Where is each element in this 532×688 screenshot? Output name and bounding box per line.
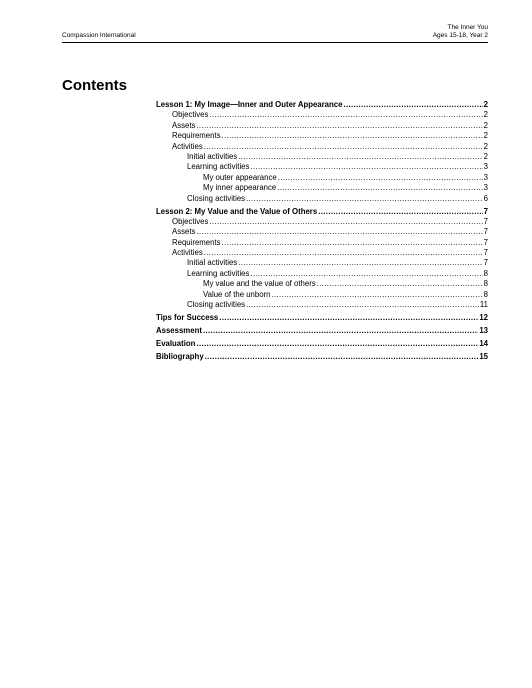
toc-entry[interactable] [156,326,488,336]
toc-entry[interactable] [156,142,488,152]
header-course-title: The Inner You [447,24,488,31]
toc-entry-page: 8 [483,268,488,278]
toc-dot-leader [238,152,482,162]
toc-entry[interactable] [156,339,488,349]
toc-entry-label: Activities [172,141,203,151]
toc-entry-label: Activities [172,248,203,258]
toc-entry[interactable] [156,279,488,289]
toc-entry-page: 7 [483,248,488,258]
header-course-info [433,24,488,40]
toc-entry-page: 3 [483,172,488,182]
header-organization: Compassion International [62,32,136,39]
toc-entry[interactable] [156,258,488,268]
toc-entry-label: Learning activities [187,268,250,278]
toc-dot-leader [222,238,483,248]
toc-dot-leader [209,217,482,227]
toc-entry[interactable] [156,131,488,141]
toc-entry-page: 7 [483,237,488,247]
toc-entry-page: 2 [483,151,488,161]
toc-dot-leader [204,142,483,152]
toc-entry-page: 13 [479,325,488,335]
header-course-subtitle: Ages 15-18, Year 2 [432,32,488,39]
toc-dot-leader [219,313,478,323]
toc-dot-leader [277,183,482,193]
toc-entry-label: Evaluation [156,338,196,348]
toc-dot-leader [205,352,479,362]
toc-entry-page: 14 [479,338,488,348]
toc-entry-label: Closing activities [187,193,246,203]
toc-entry-label: Bibliography [156,351,204,361]
toc-entry-page: 2 [483,100,488,109]
toc-dot-leader [222,131,483,141]
toc-entry[interactable] [156,152,488,162]
toc-dot-leader [196,227,482,237]
toc-entry[interactable] [156,238,488,248]
toc-dot-leader [209,110,482,120]
toc-entry-page: 3 [483,162,488,172]
toc-entry-page: 6 [483,193,488,203]
toc-entry-page: 7 [483,258,488,268]
toc-entry-page: 8 [483,289,488,299]
toc-entry-page: 7 [483,216,488,226]
toc-entry-page: 2 [483,131,488,141]
toc-entry-label: Objectives [172,216,209,226]
toc-entry-page: 7 [483,206,488,216]
toc-entry[interactable] [156,269,488,279]
toc-dot-leader [271,290,482,300]
toc-entry[interactable] [156,300,488,310]
toc-entry-label: Lesson 2: My Value and the Value of Others [156,206,318,216]
toc-dot-leader [318,207,482,217]
toc-dot-leader [196,121,482,131]
toc-entry[interactable] [156,194,488,204]
toc-entry-page: 3 [483,183,488,193]
toc-entry-page: 2 [483,110,488,120]
toc-dot-leader [250,162,482,172]
toc-entry-label: Learning activities [187,162,250,172]
toc-entry[interactable] [156,100,488,110]
toc-dot-leader [238,258,482,268]
toc-entry-label: Value of the unborn [203,289,271,299]
toc-entry-label: Assets [172,227,196,237]
toc-dot-leader [196,339,478,349]
toc-entry[interactable] [156,207,488,217]
toc-entry[interactable] [156,352,488,362]
toc-entry-label: Lesson 1: My Image—Inner and Outer Appearance [156,100,343,109]
toc-dot-leader [278,173,483,183]
toc-entry-label: Requirements [172,237,221,247]
toc-entry-page: 2 [483,120,488,130]
page-title: Contents [62,77,127,94]
table-of-contents [156,100,488,362]
toc-entry-page: 8 [483,279,488,289]
toc-entry[interactable] [156,227,488,237]
toc-entry-page: 15 [479,351,488,361]
toc-entry-label: Initial activities [187,151,238,161]
toc-entry[interactable] [156,110,488,120]
toc-dot-leader [246,300,479,310]
toc-entry[interactable] [156,121,488,131]
toc-entry[interactable] [156,217,488,227]
page-header [62,22,488,43]
toc-entry[interactable] [156,173,488,183]
toc-entry[interactable] [156,248,488,258]
toc-dot-leader [246,194,483,204]
toc-entry-label: My value and the value of others [203,279,316,289]
toc-entry-label: My outer appearance [203,172,277,182]
toc-dot-leader [250,269,482,279]
toc-dot-leader [317,279,483,289]
toc-dot-leader [343,100,482,110]
toc-entry-label: My inner appearance [203,183,277,193]
toc-dot-leader [204,248,483,258]
toc-entry-label: Initial activities [187,258,238,268]
toc-entry-label: Closing activities [187,300,246,310]
toc-entry-page: 11 [479,300,488,310]
toc-entry[interactable] [156,313,488,323]
toc-entry-label: Objectives [172,110,209,120]
toc-entry-label: Assessment [156,325,202,335]
toc-entry[interactable] [156,290,488,300]
toc-entry-page: 7 [483,227,488,237]
toc-entry[interactable] [156,183,488,193]
toc-entry-label: Assets [172,120,196,130]
toc-entry[interactable] [156,162,488,172]
toc-entry-page: 2 [483,141,488,151]
toc-entry-page: 12 [479,313,488,322]
toc-entry-label: Tips for Success [156,313,219,322]
toc-dot-leader [203,326,478,336]
toc-entry-label: Requirements [172,131,221,141]
